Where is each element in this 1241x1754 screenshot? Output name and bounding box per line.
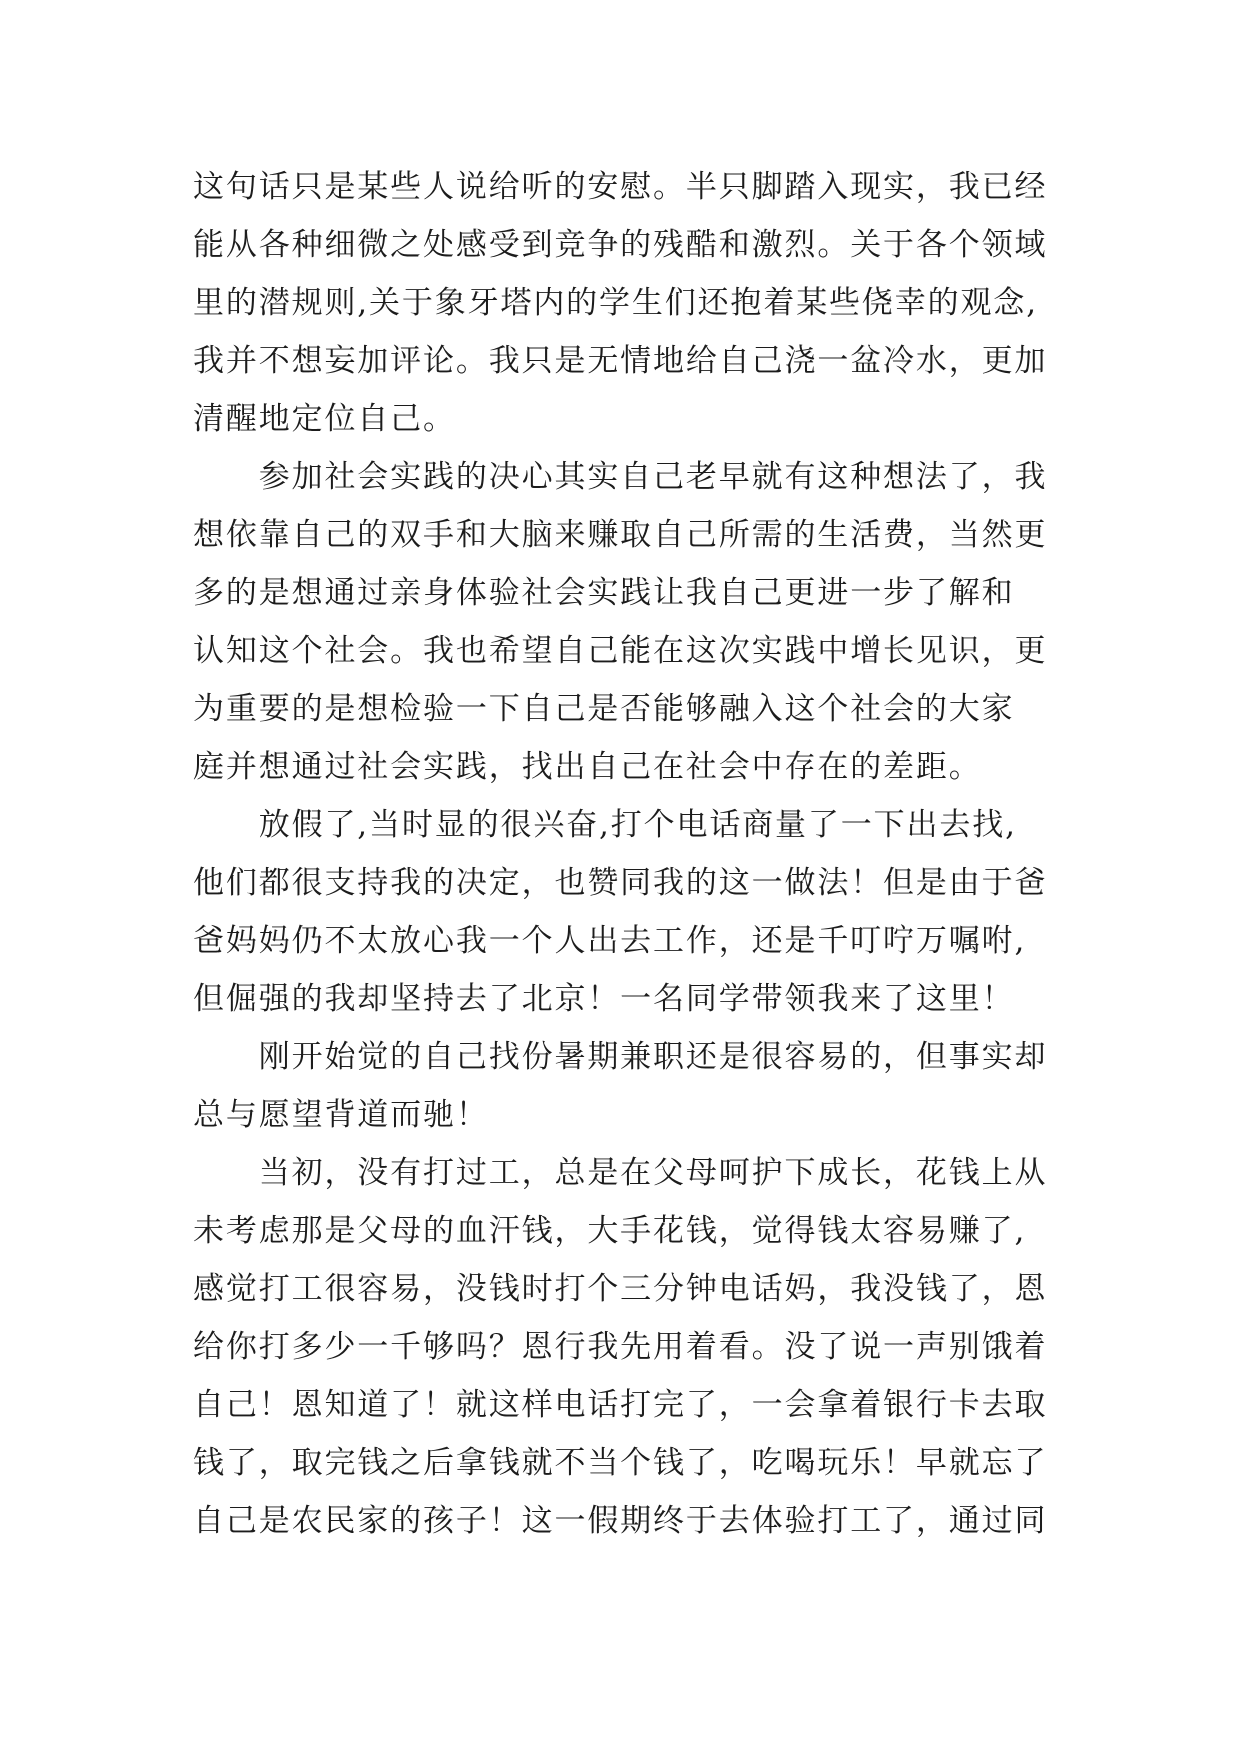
text-line: 感觉打工很容易，没钱时打个三分钟电话妈，我没钱了，恩	[193, 1271, 1048, 1307]
text-line: 当初，没有打过工，总是在父母呵护下成长，花钱上从	[193, 1155, 1048, 1191]
text-line: 总与愿望背道而驰！	[193, 1097, 489, 1133]
text-line: 自己是农民家的孩子！这一假期终于去体验打工了，通过同	[193, 1503, 1048, 1539]
text-line: 爸妈妈仍不太放心我一个人出去工作，还是千叮咛万嘱咐,	[193, 923, 1027, 959]
text-line: 放假了,当时显的很兴奋,打个电话商量了一下出去找,	[193, 807, 1017, 843]
text-line: 庭并想通过社会实践，找出自己在社会中存在的差距。	[193, 749, 982, 785]
text-line: 自己！恩知道了！就这样电话打完了，一会拿着银行卡去取	[193, 1387, 1048, 1423]
text-line: 钱了，取完钱之后拿钱就不当个钱了，吃喝玩乐！早就忘了	[193, 1445, 1048, 1481]
text-line: 参加社会实践的决心其实自己老早就有这种想法了，我	[193, 459, 1048, 495]
text-line: 他们都很支持我的决定，也赞同我的这一做法！但是由于爸	[193, 865, 1048, 901]
text-line: 为重要的是想检验一下自己是否能够融入这个社会的大家	[193, 691, 1015, 727]
text-line: 我并不想妄加评论。我只是无情地给自己浇一盆冷水，更加	[193, 343, 1048, 379]
text-line: 想依靠自己的双手和大脑来赚取自己所需的生活费，当然更	[193, 517, 1048, 553]
body-text	[193, 158, 1093, 1550]
text-line: 能从各种细微之处感受到竞争的残酷和激烈。关于各个领域	[193, 227, 1048, 263]
text-line: 刚开始觉的自己找份暑期兼职还是很容易的，但事实却	[193, 1039, 1048, 1075]
text-line: 多的是想通过亲身体验社会实践让我自己更进一步了解和	[193, 575, 1015, 611]
text-line: 认知这个社会。我也希望自己能在这次实践中增长见识，更	[193, 633, 1048, 669]
text-line: 里的潜规则,关于象牙塔内的学生们还抱着某些侥幸的观念,	[193, 285, 1038, 321]
text-line: 但倔强的我却坚持去了北京！一名同学带领我来了这里！	[193, 981, 1015, 1017]
text-line: 给你打多少一千够吗？恩行我先用着看。没了说一声别饿着	[193, 1329, 1048, 1365]
text-line: 未考虑那是父母的血汗钱，大手花钱，觉得钱太容易赚了,	[193, 1213, 1027, 1249]
text-line: 这句话只是某些人说给听的安慰。半只脚踏入现实，我已经	[193, 169, 1048, 205]
text-line: 清醒地定位自己。	[193, 401, 456, 437]
